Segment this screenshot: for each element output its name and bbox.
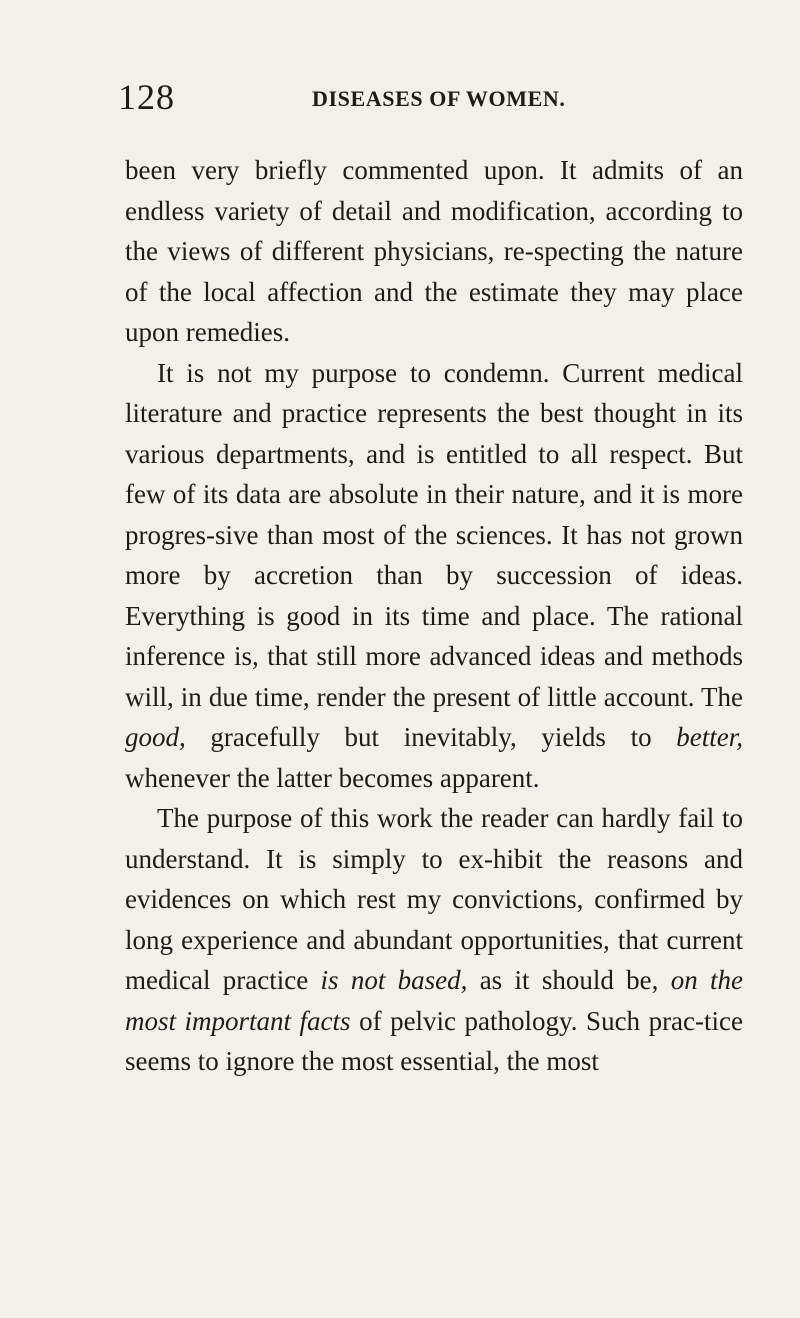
running-head: DISEASES OF WOMEN. [312,86,566,111]
paragraph [125,798,743,1082]
paragraph-text: of pelvic pathology. Such prac-tice seems to ignore the most essential, the most [125,1005,743,1076]
page-number: 128 [118,77,175,117]
italic-text: better, [676,722,743,752]
paragraph-text: The purpose of this work the reader can hardly fail to understand. It is simply to ex-hibit the reasons and evidences on which rest my convictions, confirmed by long experience and abundant opportunities, that current medical practice [125,803,743,995]
paragraph [125,353,743,799]
italic-text: on the most important facts [125,965,743,1036]
paragraph [125,150,743,353]
italic-text: good, [125,722,186,752]
paragraph-text: whenever the latter becomes apparent. [125,762,540,793]
paragraph-text: gracefully but inevitably, yields to [185,722,677,752]
page-body [125,150,743,1082]
italic-text: is not based, [320,965,468,995]
paragraph-text: as it should be, [467,965,671,995]
paragraph-text: been very briefly commented upon. It admits of an endless variety of detail and modification, according to the views of different physicians, re-specting the nature of the local affection and the estimate they may place upon remedies. [125,155,743,347]
page-header [118,77,706,124]
paragraph-text: It is not my purpose to condemn. Current medical literature and practice represents the best thought in its various departments, and is entitled to all respect. But few of its data are absolute in their nature, and it is more progres-sive than most of the sciences. It has not grown more by accretion than by succession of ideas. Everything is good in its time and place. The rational inference is, that still more advanced ideas and methods will, in due time, render the present of little account. The [125,357,743,712]
